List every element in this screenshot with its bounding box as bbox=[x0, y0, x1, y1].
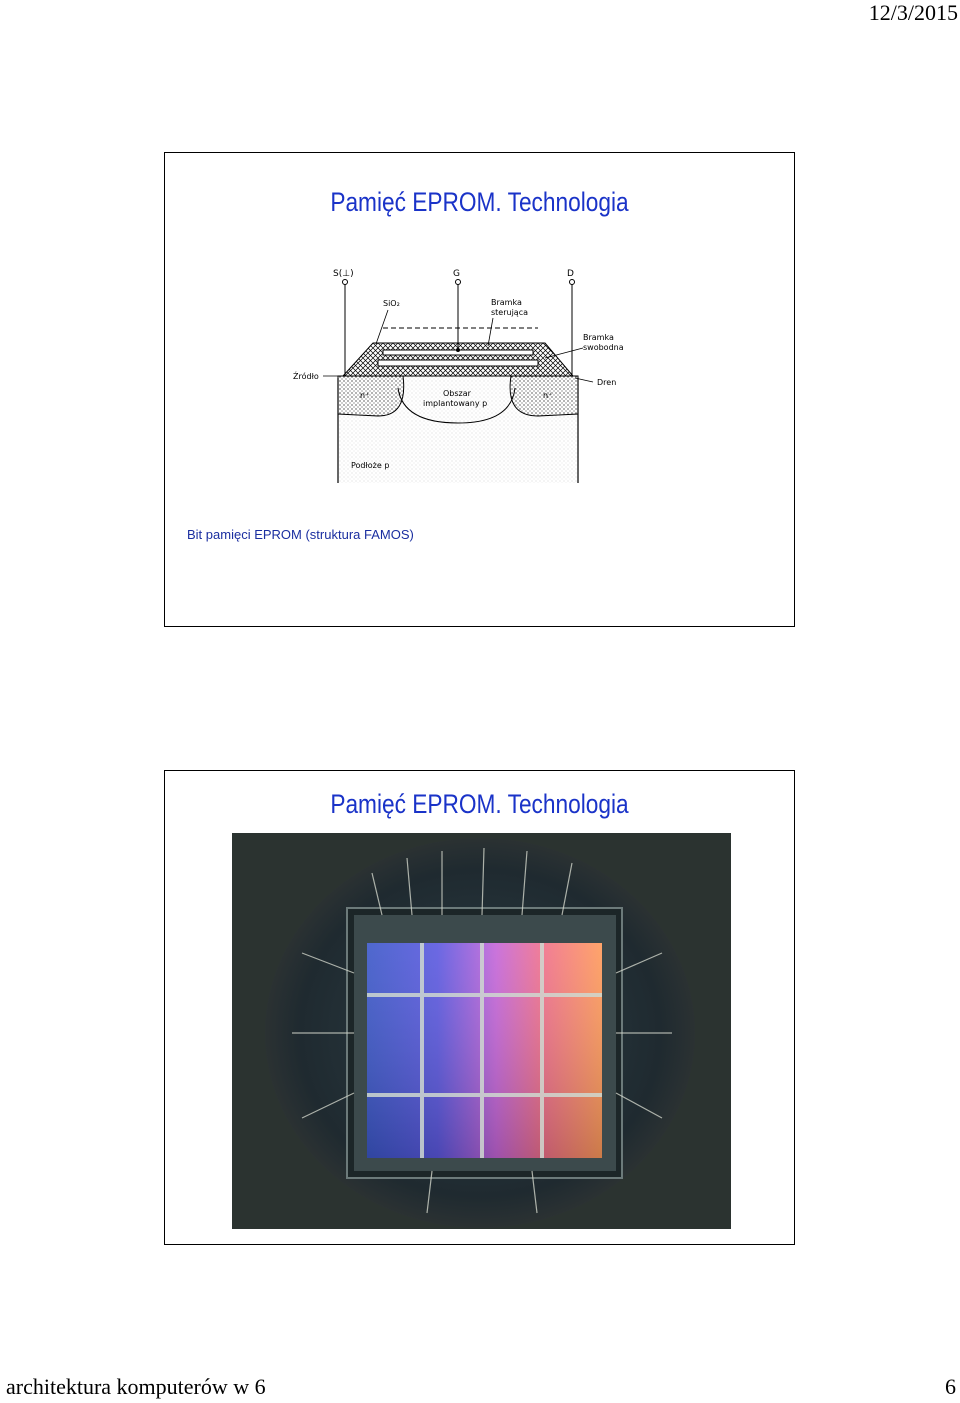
implanted-region-label-1: Obszar bbox=[443, 389, 471, 398]
slide-title: Pamięć EPROM. Technologia bbox=[330, 187, 629, 217]
diagram-caption: Bit pamięci EPROM (struktura FAMOS) bbox=[187, 527, 414, 542]
header-date: 12/3/2015 bbox=[868, 0, 958, 25]
n-plus-right-label: n⁺ bbox=[543, 391, 553, 400]
control-gate-label-2: sterująca bbox=[491, 308, 529, 317]
floating-gate-label-2: swobodna bbox=[583, 343, 624, 352]
n-plus-left-label: n⁺ bbox=[360, 391, 370, 400]
famos-cross-section-diagram bbox=[283, 248, 633, 488]
footer-course-title: architektura komputerów w 6 bbox=[6, 1374, 266, 1399]
terminal-source-label: S(⊥) bbox=[333, 269, 354, 279]
source-label: Źródło bbox=[293, 372, 319, 381]
sio2-label: SiO₂ bbox=[383, 299, 400, 308]
terminal-gate-label: G bbox=[453, 269, 460, 279]
slide-famos-diagram bbox=[164, 152, 795, 627]
slide-title: Pamięć EPROM. Technologia bbox=[330, 789, 629, 819]
footer-page-number: 6 bbox=[945, 1374, 956, 1399]
eprom-die-photo bbox=[232, 833, 731, 1229]
drain-label: Dren bbox=[597, 378, 617, 387]
control-gate-label-1: Bramka bbox=[491, 298, 522, 307]
terminal-drain-label: D bbox=[567, 269, 574, 279]
slide-eprom-die-photo bbox=[164, 770, 795, 1245]
substrate-label: Podłoże p bbox=[351, 461, 390, 470]
implanted-region-label-2: implantowany p bbox=[423, 399, 488, 408]
floating-gate-label-1: Bramka bbox=[583, 333, 614, 342]
